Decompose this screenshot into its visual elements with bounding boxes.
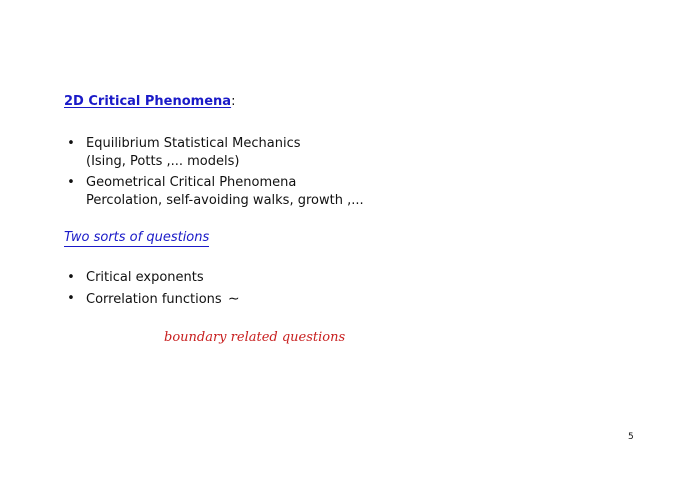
topic-item — [64, 135, 364, 171]
question-item — [64, 290, 240, 309]
page-number: 5 — [628, 432, 634, 442]
question-text: Correlation functions — [86, 292, 222, 307]
boundary-note: boundary related questions — [164, 330, 346, 345]
questions-heading: Two sorts of questions — [64, 230, 210, 245]
question-text: Critical exponents — [86, 270, 204, 285]
slide-heading — [64, 94, 235, 109]
bullet-marker: • — [67, 270, 75, 285]
topic-item — [64, 174, 364, 210]
question-item — [64, 269, 240, 287]
slide-heading-text: 2D Critical Phenomena — [64, 94, 232, 109]
tilde-symbol: ∼ — [227, 291, 240, 307]
topic-title: Geometrical Critical Phenomena — [86, 175, 297, 190]
topic-detail: Percolation, self-avoiding walks, growth ,... — [86, 193, 364, 208]
topics-list — [64, 135, 364, 210]
slide-heading-colon: : — [231, 94, 236, 109]
topic-title: Equilibrium Statistical Mechanics — [86, 136, 301, 151]
bullet-marker: • — [67, 291, 75, 306]
topic-detail: (Ising, Potts ,... models) — [86, 154, 240, 169]
questions-list — [64, 269, 240, 309]
bullet-marker: • — [67, 136, 75, 151]
bullet-marker: • — [67, 175, 75, 190]
